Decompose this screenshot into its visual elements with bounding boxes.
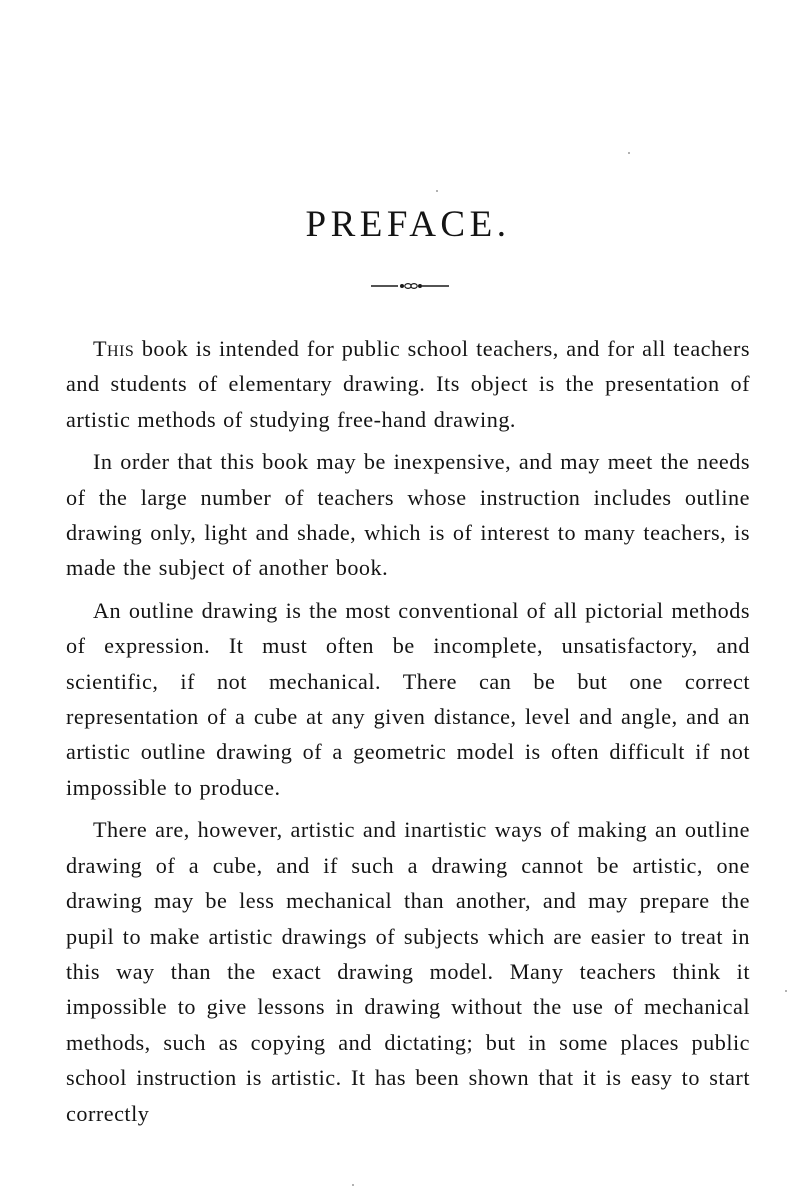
preface-body	[66, 331, 750, 1138]
paragraph-text: In order that this book may be inexpensive, and may meet the needs of the large number of teachers whose instruction includes outline drawing only, light and shade, which is of interest to many teachers, is made the subject of another book.	[66, 449, 750, 581]
ornamental-rule-icon	[371, 279, 449, 293]
paragraph-3	[66, 593, 750, 805]
paragraph-2	[66, 444, 750, 586]
paper-speck	[352, 1184, 354, 1186]
paragraph-text: There are, however, artistic and inartistic ways of making an outline drawing of a cube, and if such a drawing cannot be artistic, one drawing may be less mechanical than another, and may prepare the pupil to make artistic drawings of subjects which are easier to treat in this way than the exact drawing model. Many teachers think it impossible to give lessons in drawing without the use of mechanical methods, such as copying and dictating; but in some places public school instruction is artistic. It has been shown that it is easy to start correctly	[66, 817, 750, 1126]
paper-speck	[785, 990, 787, 992]
paragraph-text: book is intended for public school teachers, and for all teachers and students of elementary drawing. Its object is the presentation of artistic methods of studying free-hand drawing.	[66, 336, 750, 432]
paragraph-lead-word: This	[93, 336, 135, 361]
paragraph-text: An outline drawing is the most conventional of all pictorial methods of expression. It must often be incomplete, unsatisfactory, and scientific, if not mechanical. There can be but one correct representation of a cube at any given distance, level and angle, and an artistic outline drawing of a geometric model is often difficult if not impossible to produce.	[66, 597, 750, 800]
paragraph-4	[66, 812, 750, 1131]
paper-speck	[628, 152, 630, 154]
paper-speck	[436, 190, 438, 192]
page-title: PREFACE.	[305, 204, 511, 245]
paragraph-1	[66, 331, 750, 437]
